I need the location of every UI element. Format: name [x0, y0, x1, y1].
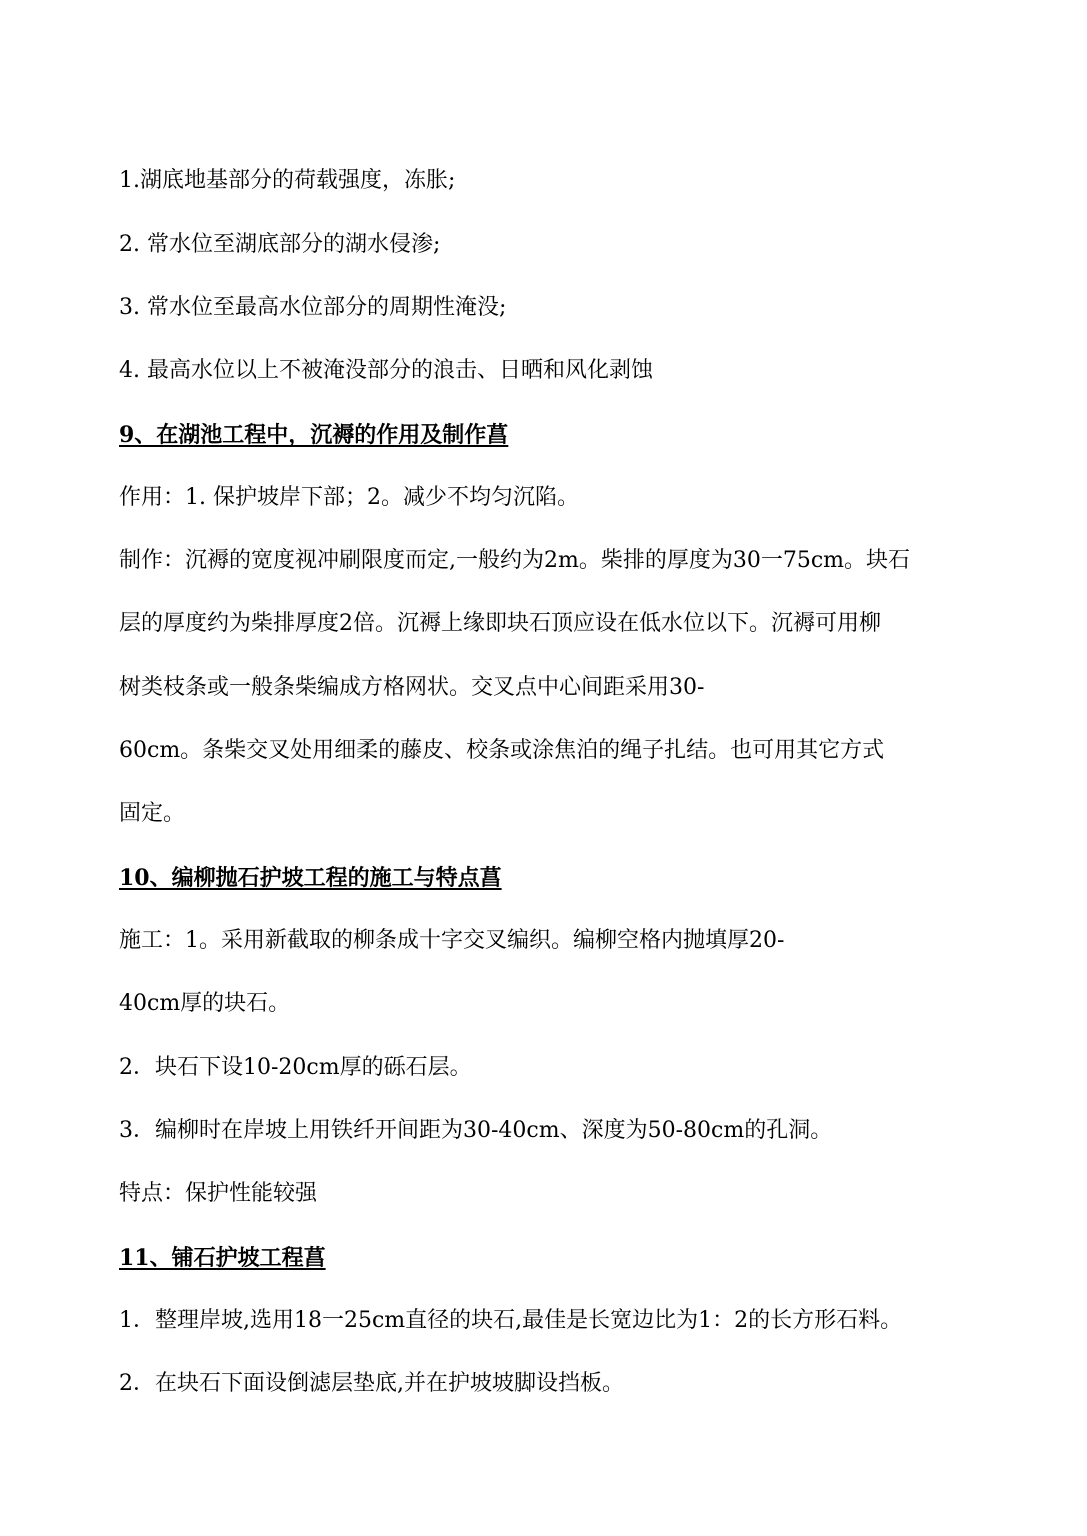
- section-heading: 11、铺石护坡工程菖: [119, 1245, 326, 1271]
- section-heading: 9、在湖池工程中，沉褥的作用及制作菖: [119, 422, 509, 448]
- section-heading: 10、编柳抛石护坡工程的施工与特点菖: [119, 865, 502, 891]
- paragraph-line: 3. 常水位至最高水位部分的周期性淹没;: [119, 295, 507, 320]
- paragraph-line: 4. 最高水位以上不被淹没部分的浪击、日晒和风化剥蚀: [119, 358, 653, 383]
- paragraph-line: 3．编柳时在岸坡上用铁纤开间距为30-40cm、深度为50-80cm的孔洞。: [119, 1118, 833, 1143]
- paragraph-line: 层的厚度约为柴排厚度2倍。沉褥上缘即块石顶应设在低水位以下。沉褥可用柳: [119, 611, 881, 636]
- paragraph-line: 40cm厚的块石。: [119, 991, 291, 1016]
- paragraph-line: 施工：1。采用新截取的柳条成十字交叉编织。编柳空格内抛填厚20-: [119, 928, 785, 953]
- paragraph-line: 2. 常水位至湖底部分的湖水侵渗;: [119, 232, 441, 257]
- paragraph-line: 2．在块石下面设倒滤层垫底,并在护坡坡脚设挡板。: [119, 1371, 624, 1396]
- paragraph-line: 2．块石下设10-20cm厚的砾石层。: [119, 1055, 472, 1080]
- paragraph-line: 作用：1. 保护坡岸下部；2。减少不均匀沉陷。: [119, 485, 579, 510]
- paragraph-line: 固定。: [119, 801, 186, 826]
- paragraph-line: 1.湖底地基部分的荷载强度，冻胀;: [119, 168, 456, 193]
- paragraph-line: 制作：沉褥的宽度视冲刷限度而定,一般约为2m。柴排的厚度为30一75cm。块石: [119, 548, 911, 573]
- paragraph-line: 特点：保护性能较强: [119, 1181, 318, 1206]
- paragraph-line: 树类枝条或一般条柴编成方格网状。交叉点中心间距采用30-: [119, 675, 705, 700]
- paragraph-line: 60cm。条柴交叉处用细柔的藤皮、校条或涂焦泊的绳子扎结。也可用其它方式: [119, 738, 885, 763]
- paragraph-line: 1．整理岸坡,选用18一25cm直径的块石,最佳是长宽边比为1：2的长方形石料。: [119, 1308, 903, 1333]
